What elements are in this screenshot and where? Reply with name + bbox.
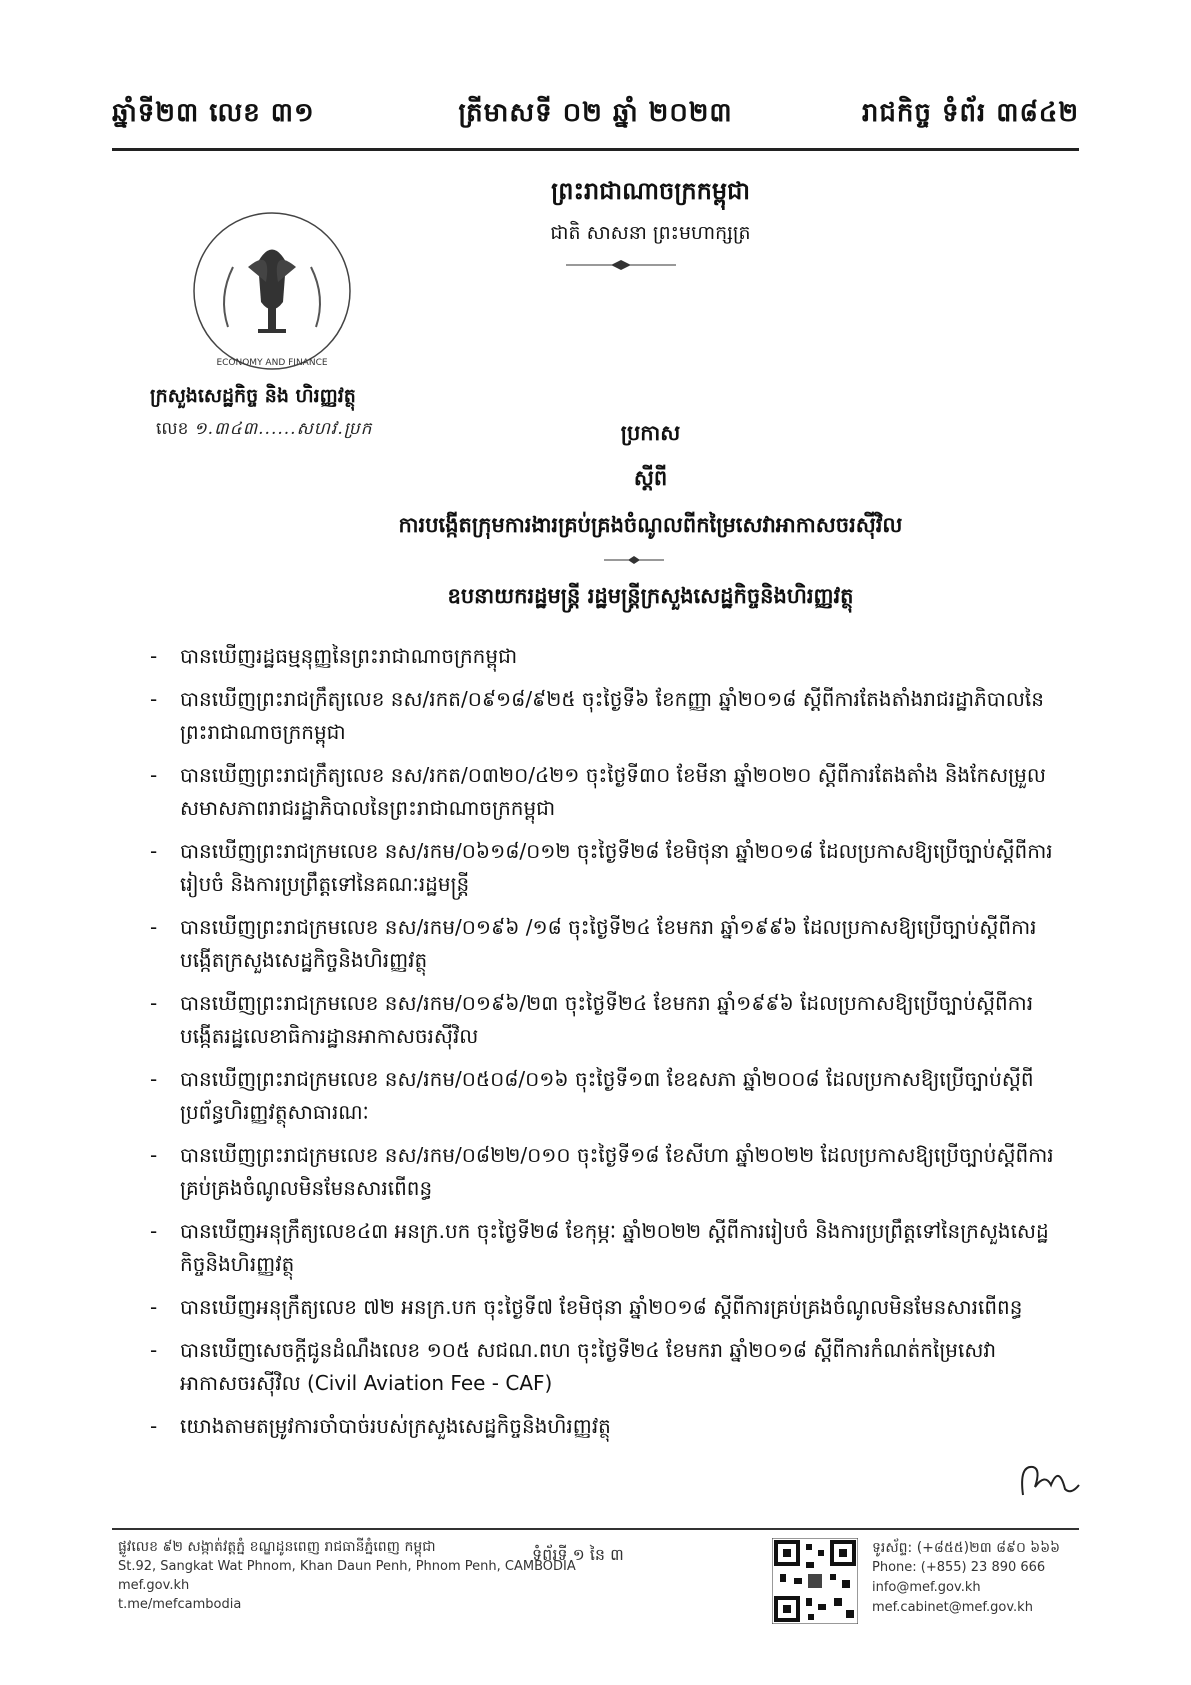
ministry-seal-icon <box>188 207 356 375</box>
address-english: St.92, Sangkat Wat Phnom, Khan Daun Penh, Phnom Penh, CAMBODIA <box>118 1559 576 1574</box>
page-footer <box>112 1528 1079 1650</box>
document-about: ស្ដីពី <box>633 466 668 490</box>
list-item: - បានឃើញព្រះរាជក្រមលេខ នស/រកម/០៥០៨/០១៦ ចុះថ្ងៃទី១៣ ខែឧសភា ឆ្នាំ២០០៨ ដែលប្រកាសឱ្យប្រើច្បាប់ស្ដីពីប្រព័ន្ធហិរញ្ញវត្ថុសាធារណៈ <box>150 1063 1071 1129</box>
footer-address <box>118 1538 576 1614</box>
website-link[interactable]: mef.gov.kh <box>118 1578 190 1593</box>
national-motto: ជាតិ សាសនា ព្រះមហាក្សត្រ <box>550 222 751 244</box>
page-number: ទំព័រទី ១ នៃ ៣ <box>532 1545 624 1564</box>
document-subject: ការបង្កើតក្រុមការងារគ្រប់គ្រងចំណូលពីកម្រៃសេវាអាកាសចរស៊ីវិល <box>398 513 903 537</box>
list-item: - បានឃើញសេចក្ដីជូនដំណឹងលេខ ១០៥ សជណ.ពហ ចុះថ្ងៃទី២៤ ខែមករា ឆ្នាំ២០១៨ ស្ដីពីការកំណត់កម្រៃសេវាអាកាសចរស៊ីវិល (Civil Aviation Fee - CAF) <box>150 1334 1071 1400</box>
reference-prefix: លេខ <box>156 419 189 439</box>
list-item: - បានឃើញអនុក្រឹត្យលេខ ៧២ អនក្រ.បក ចុះថ្ងៃទី៧ ខែមិថុនា ឆ្នាំ២០១៨ ស្ដីពីការគ្រប់គ្រងចំណូលមិនមែនសារពើពន្ធ <box>150 1291 1071 1324</box>
reference-handwritten: ១.៣៤៣......សហវ.ប្រក <box>193 419 373 439</box>
gazette-issue: ឆ្នាំទី២៣ លេខ ៣១ <box>112 98 315 128</box>
ministry-name: ក្រសួងសេដ្ឋកិច្ច និង ហិរញ្ញវត្ថុ <box>150 385 356 407</box>
phone-english: Phone: (+855) 23 890 666 <box>872 1560 1046 1575</box>
address-khmer: ផ្លូវលេខ ៩២ សង្កាត់វត្តភ្នំ ខណ្ឌដូនពេញ រាជធានីភ្នំពេញ កម្ពុជា <box>118 1539 436 1555</box>
kingdom-name: ព្រះរាជាណាចក្រកម្ពុជា <box>551 177 750 205</box>
kingdom-heading <box>0 176 1191 271</box>
divider-ornament-icon <box>566 259 676 271</box>
initials-signature-icon <box>1015 1455 1085 1505</box>
document-title-block <box>0 420 1191 614</box>
email-cabinet-link[interactable]: mef.cabinet@mef.gov.kh <box>872 1600 1033 1615</box>
footer-contact <box>872 1538 1060 1618</box>
phone-khmer: ទូរស័ព្ទ: (+៨៥៥)២៣ ៨៩០ ៦៦៦ <box>872 1540 1061 1556</box>
gazette-quarter: ត្រីមាសទី ០២ ឆ្នាំ ២០២៣ <box>458 98 733 128</box>
title-ornament-icon <box>604 555 664 565</box>
list-item: - បានឃើញព្រះរាជក្រមលេខ នស/រកម/០៨២២/០១០ ចុះថ្ងៃទី១៨ ខែសីហា ឆ្នាំ២០២២ ដែលប្រកាសឱ្យប្រើច្បាប់ស្ដីពីការគ្រប់គ្រងចំណូលមិនមែនសារពើពន្ធ <box>150 1139 1071 1205</box>
gazette-page: រាជកិច្ច ទំព័រ ៣៨៤២ <box>861 98 1079 128</box>
qr-code-icon <box>772 1538 858 1624</box>
list-item: - បានឃើញអនុក្រឹត្យលេខ៤៣ អនក្រ.បក ចុះថ្ងៃទី២៨ ខែកុម្ភៈ ឆ្នាំ២០២២ ស្ដីពីការរៀបចំ និងការប្រព្រឹត្តទៅនៃក្រសួងសេដ្ឋកិច្ចនិងហិរញ្ញវត្ថុ <box>150 1215 1071 1281</box>
document-issuer: ឧបនាយករដ្ឋមន្ត្រី រដ្ឋមន្ត្រីក្រសួងសេដ្ឋកិច្ចនិងហិរញ្ញវត្ថុ <box>447 584 854 608</box>
list-item: - បានឃើញព្រះរាជក្រមលេខ នស/រកម/០១៩៦ /១៨ ចុះថ្ងៃទី២៤ ខែមករា ឆ្នាំ១៩៩៦ ដែលប្រកាសឱ្យប្រើច្បាប់ស្ដីពីការបង្កើតក្រសួងសេដ្ឋកិច្ចនិងហិរញ្ញវត្ថុ <box>150 911 1071 977</box>
gazette-header <box>112 92 1079 151</box>
list-item: - បានឃើញរដ្ឋធម្មនុញ្ញនៃព្រះរាជាណាចក្រកម្ពុជា <box>150 640 1071 673</box>
svg-text:ECONOMY AND FINANCE: ECONOMY AND FINANCE <box>216 358 328 368</box>
list-item: - បានឃើញព្រះរាជក្រមលេខ នស/រកម/០១៩៦/២៣ ចុះថ្ងៃទី២៤ ខែមករា ឆ្នាំ១៩៩៦ ដែលប្រកាសឱ្យប្រើច្បាប់ស្ដីពីការបង្កើតរដ្ឋលេខាធិការដ្ឋានអាកាសចរស៊ីវិល <box>150 987 1071 1053</box>
email-info-link[interactable]: info@mef.gov.kh <box>872 1580 981 1595</box>
list-item: - បានឃើញព្រះរាជក្រឹត្យលេខ នស/រកត/០៩១៨/៩២៥ ចុះថ្ងៃទី៦ ខែកញ្ញា ឆ្នាំ២០១៨ ស្ដីពីការតែងតាំងរាជរដ្ឋាភិបាលនៃព្រះរាជាណាចក្រកម្ពុជា <box>150 683 1071 749</box>
list-item: - បានឃើញព្រះរាជក្រឹត្យលេខ នស/រកត/០៣២០/៤២១ ចុះថ្ងៃទី៣០ ខែមីនា ឆ្នាំ២០២០ ស្ដីពីការតែងតាំង និងកែសម្រួលសមាសភាពរាជរដ្ឋាភិបាលនៃព្រះរាជាណាចក្រកម្ពុជា <box>150 759 1071 825</box>
citation-list <box>150 640 1071 1453</box>
list-item: - យោងតាមតម្រូវការចាំបាច់របស់ក្រសួងសេដ្ឋកិច្ចនិងហិរញ្ញវត្ថុ <box>150 1410 1071 1443</box>
document-type: ប្រកាស <box>620 421 681 445</box>
list-item: - បានឃើញព្រះរាជក្រមលេខ នស/រកម/០៦១៨/០១២ ចុះថ្ងៃទី២៨ ខែមិថុនា ឆ្នាំ២០១៨ ដែលប្រកាសឱ្យប្រើច្បាប់ស្ដីពីការរៀបចំ និងការប្រព្រឹត្តទៅនៃគណៈរដ្ឋមន្ត្រី <box>150 835 1071 901</box>
telegram-link[interactable]: t.me/mefcambodia <box>118 1597 242 1612</box>
